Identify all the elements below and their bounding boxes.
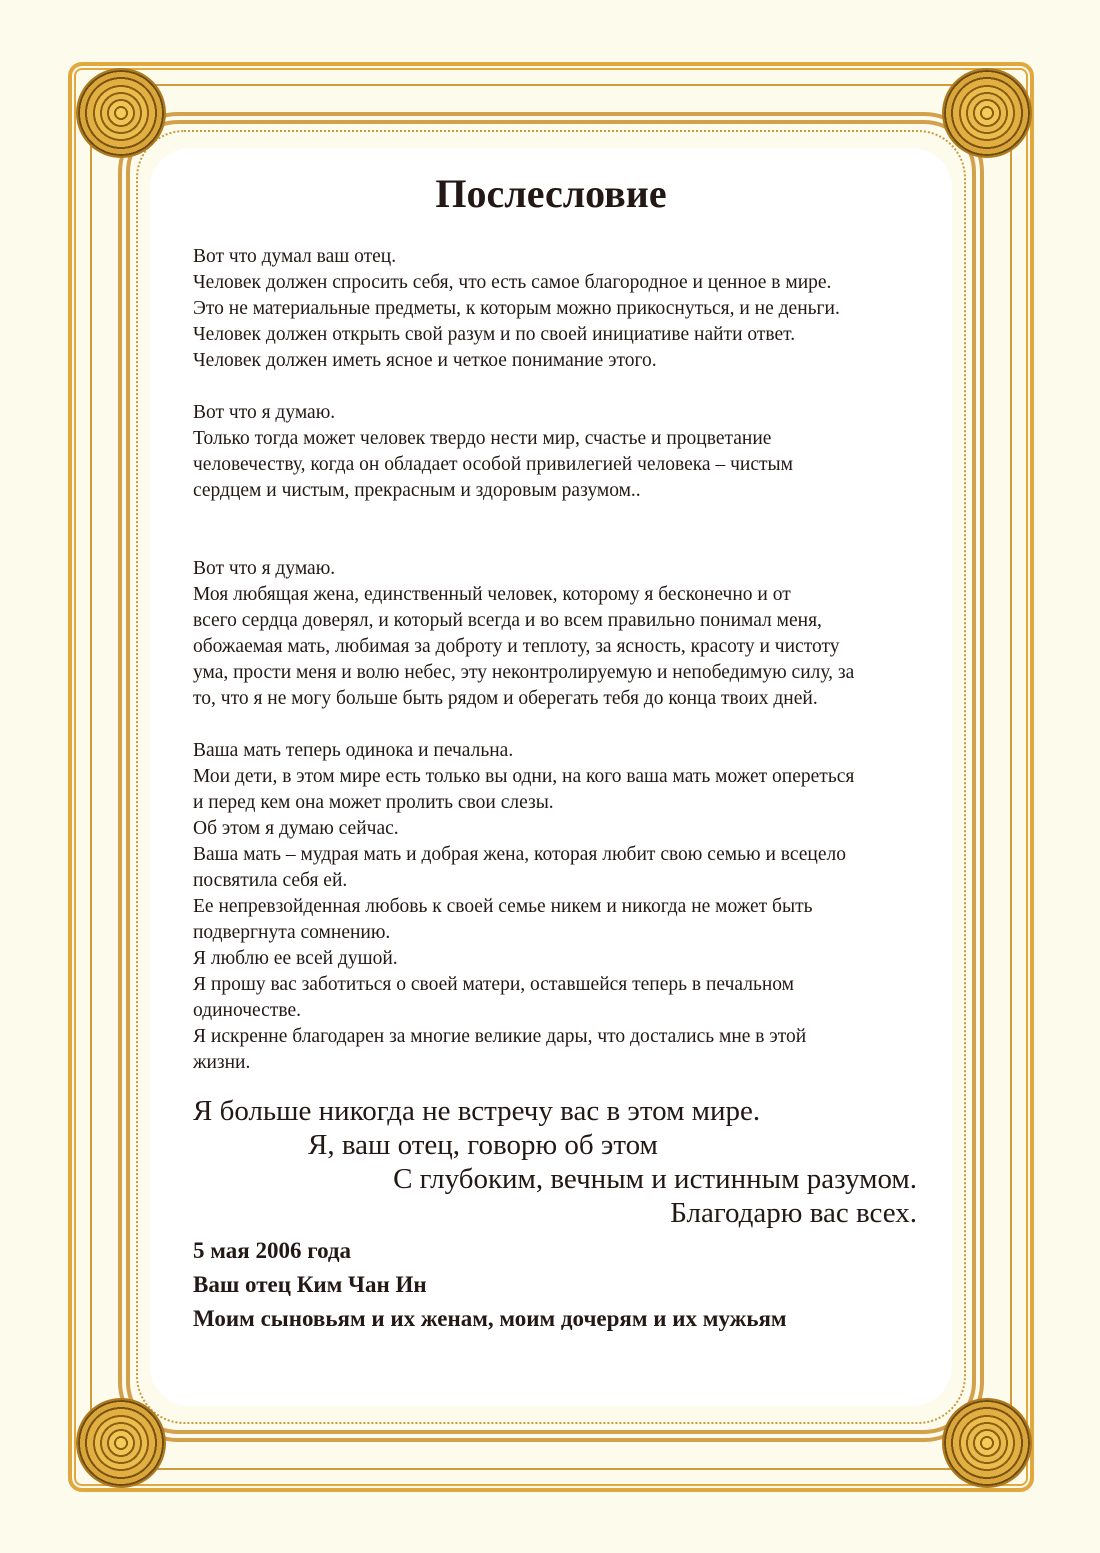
corner-medallion-icon xyxy=(78,1400,164,1486)
text-line: и перед кем она может пролить свои слезы. xyxy=(193,792,554,813)
text-line: посвятила себя ей. xyxy=(193,870,348,891)
corner-medallion-icon xyxy=(944,1400,1030,1486)
text-line: всего сердца доверял, и который всегда и во всем правильно понимал меня, xyxy=(193,610,822,631)
corner-medallion-icon xyxy=(944,70,1030,156)
letter-body xyxy=(193,244,923,1102)
text-line: Об этом я думаю сейчас. xyxy=(193,818,399,839)
text-line: то, что я не могу больше быть рядом и оберегать тебя до конца твоих дней. xyxy=(193,688,818,709)
signature-author: Ваш отец Ким Чан Ин xyxy=(193,1272,427,1297)
text-line: Только тогда может человек твердо нести мир, счастье и процветание xyxy=(193,428,772,449)
corner-medallion-icon xyxy=(78,70,164,156)
closing-line: Я, ваш отец, говорю об этом xyxy=(308,1129,658,1161)
text-line: Я прошу вас заботиться о своей матери, оставшейся теперь в печальном xyxy=(193,974,795,995)
paragraph-1 xyxy=(193,244,923,374)
closing-line: Благодарю вас всех. xyxy=(670,1197,917,1229)
text-line: Ее непревзойденная любовь к своей семье никем и никогда не может быть xyxy=(193,896,813,917)
text-line: Человек должен иметь ясное и четкое понимание этого. xyxy=(193,350,657,371)
text-line: Я люблю ее всей душой. xyxy=(193,948,398,969)
signature-date: 5 мая 2006 года xyxy=(193,1238,352,1263)
text-line: Ваша мать теперь одинока и печальна. xyxy=(193,740,514,761)
text-line: человечеству, когда он обладает особой привилегией человека – чистым xyxy=(193,454,793,475)
text-line: Моя любящая жена, единственный человек, которому я бесконечно и от xyxy=(193,584,791,605)
text-line: Человек должен спросить себя, что есть самое благородное и ценное в мире. xyxy=(193,272,832,293)
text-line: сердцем и чистым, прекрасным и здоровым разумом.. xyxy=(193,480,641,501)
text-line: подвергнута сомнению. xyxy=(193,922,391,943)
text-line: Вот что думал ваш отец. xyxy=(193,246,397,267)
signature-addressee: Моим сыновьям и их женам, моим дочерям и их мужьям xyxy=(193,1306,787,1331)
text-line: ума, прости меня и волю небес, эту неконтролируемую и непобедимую силу, за xyxy=(193,662,855,683)
closing-verse xyxy=(193,1094,917,1230)
text-line: Человек должен открыть свой разум и по своей инициативе найти ответ. xyxy=(193,324,796,345)
text-line: обожаемая мать, любимая за доброту и теплоту, за ясность, красоту и чистоту xyxy=(193,636,840,657)
text-line: Ваша мать – мудрая мать и добрая жена, которая любит свою семью и всецело xyxy=(193,844,846,865)
paragraph-2 xyxy=(193,400,923,504)
text-line: Вот что я думаю. xyxy=(193,402,336,423)
closing-line: Я больше никогда не встречу вас в этом мире. xyxy=(193,1095,761,1127)
text-line: Я искренне благодарен за многие великие дары, что достались мне в этой xyxy=(193,1026,807,1047)
paragraph-4 xyxy=(193,738,923,1076)
text-line: одиночестве. xyxy=(193,1000,301,1021)
signature-block xyxy=(193,1234,923,1336)
text-line: Вот что я думаю. xyxy=(193,558,336,579)
page-title: Послесловие xyxy=(435,171,667,216)
closing-line: С глубоким, вечным и истинным разумом. xyxy=(393,1163,917,1195)
paragraph-3 xyxy=(193,556,923,712)
text-line: Это не материальные предметы, к которым можно прикоснуться, и не деньги. xyxy=(193,298,840,319)
text-line: Мои дети, в этом мире есть только вы одни, на кого ваша мать может опереться xyxy=(193,766,855,787)
text-line: жизни. xyxy=(193,1052,251,1073)
